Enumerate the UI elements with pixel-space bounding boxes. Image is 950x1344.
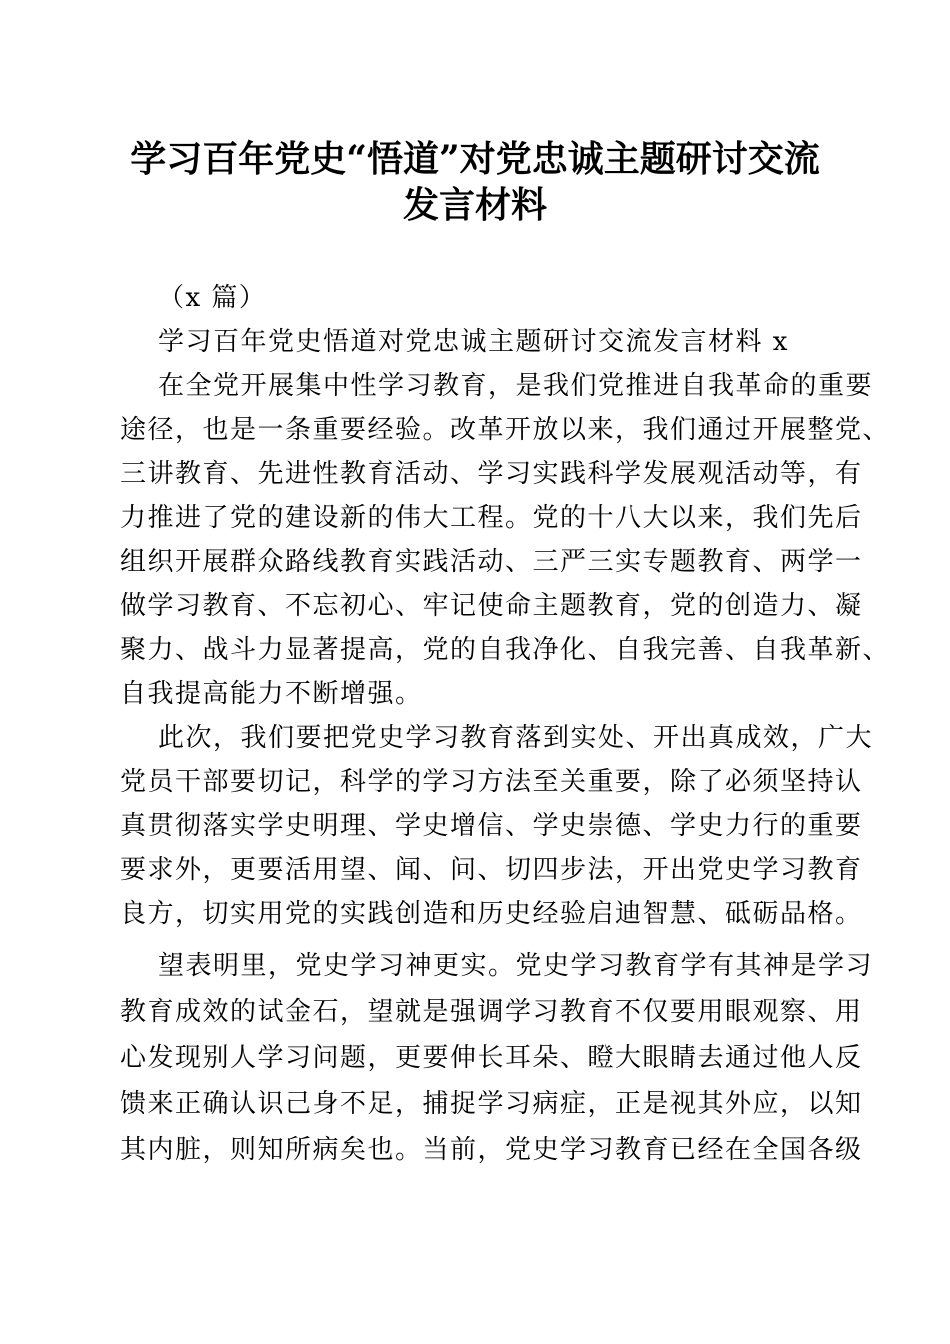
paragraph-1-line-3: 三讲教育、先进性教育活动、学习实践科学发展观活动等，有 xyxy=(120,459,863,489)
paragraph-1-line-8: 自我提高能力不断增强。 xyxy=(120,679,423,709)
article-subtitle: 学习百年党史悟道对党忠诚主题研讨交流发言材料 x xyxy=(158,327,789,357)
paragraph-3-line-3: 心发现别人学习问题，更要伸长耳朵、瞪大眼睛去通过他人反 xyxy=(120,1043,863,1073)
paragraph-1-line-5: 组织开展群众路线教育实践活动、三严三实专题教育、两学一 xyxy=(120,547,863,577)
document-title-line-1: 学习百年党史“悟道”对党忠诚主题研讨交流 xyxy=(130,138,820,180)
paragraph-2-line-5: 良方，切实用党的实践创造和历史经验启迪智慧、砥砺品格。 xyxy=(120,899,863,929)
paragraph-3-line-2: 教育成效的试金石，望就是强调学习教育不仅要用眼观察、用 xyxy=(120,997,863,1027)
paragraph-2-line-1: 此次，我们要把党史学习教育落到实处、开出真成效，广大 xyxy=(158,723,874,753)
paragraph-1-line-1: 在全党开展集中性学习教育，是我们党推进自我革命的重要 xyxy=(158,371,874,401)
paragraph-2-line-4: 要求外，更要活用望、闻、问、切四步法，开出党史学习教育 xyxy=(120,855,863,885)
paragraph-2-line-3: 真贯彻落实学史明理、学史增信、学史崇德、学史力行的重要 xyxy=(120,811,863,841)
document-title-line-2: 发言材料 xyxy=(402,184,547,226)
paragraph-1-line-2: 途径，也是一条重要经验。改革开放以来，我们通过开展整党、 xyxy=(120,415,891,445)
paragraph-3-line-1: 望表明里，党史学习神更实。党史学习教育学有其神是学习 xyxy=(158,951,874,981)
article-count-note: （x 篇） xyxy=(158,283,267,313)
paragraph-3-line-4: 馈来正确认识己身不足，捕捉学习病症，正是视其外应，以知 xyxy=(120,1089,863,1119)
paragraph-1-line-6: 做学习教育、不忘初心、牢记使命主题教育，党的创造力、凝 xyxy=(120,591,863,621)
paragraph-3-line-5: 其内脏，则知所病矣也。当前，党史学习教育已经在全国各级 xyxy=(120,1135,863,1165)
paragraph-1-line-7: 聚力、战斗力显著提高，党的自我净化、自我完善、自我革新、 xyxy=(120,635,891,665)
paragraph-2-line-2: 党员干部要切记，科学的学习方法至关重要，除了必须坚持认 xyxy=(120,767,863,797)
paragraph-1-line-4: 力推进了党的建设新的伟大工程。党的十八大以来，我们先后 xyxy=(120,503,863,533)
